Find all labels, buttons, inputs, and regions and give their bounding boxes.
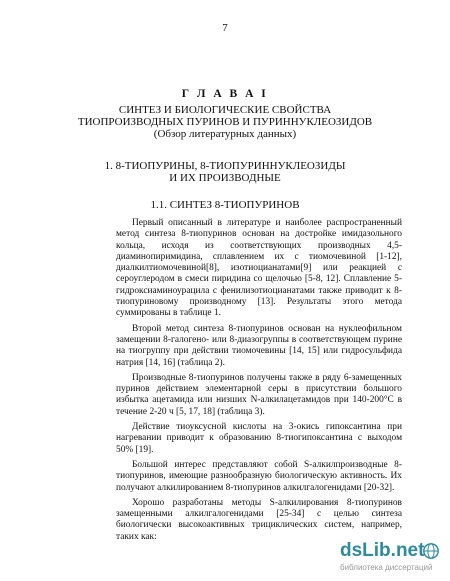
watermark-subtitle: библиотека диссертаций [340,563,433,572]
body-text [116,218,402,547]
paragraph-6: Хорошо разработаны методы S-алкилирования 8-тиопуринов замещенными алкилгалогенидами [25-34] с целью синтеза биологически высокоактивных трициклических систем, например, таких как: [116,497,402,542]
chapter-title-note: (Обзор литературных данных) [153,128,297,140]
paragraph-5: Большой интерес представляют собой S-алкилпроизводные 8-тиопуринов, имеющие разнообразную биологическую активность. Их получают алкилированием 8-тиопуринов алкилгалогенидами [20-32]. [116,459,402,493]
paragraph-3: Производные 8-тиопуринов получены также в ряду 6-замещенных пуринов действием элементарной серы в присутствии большого избытка ацетамида или низших N-алкилацетамидов при 140-200°С в течение 2-20 ч [5, 17, 18] (таблица 3). [116,372,402,417]
subsection-heading: 1.1. СИНТЕЗ 8-ТИОПУРИНОВ [150,199,300,211]
paragraph-1: Первый описанный в литературе и наиболее распространенный метод синтеза 8-тиопуринов основан на достройке имидазольного кольца, исходя из соответствующих производных 4,5-диаминопиримидина, сплавлением их с тиомочевиной [1-12], диалкилтиомочевиной[8], изотиоцианатами[9] или реакцией с сероуглеродом в смеси пиридина со щелочью [5-8, 12]. Сплавление 5-гидроксиаминоурацила с фенилизотиоцианатами также приводит к 8-тиопуриновому производному [13]. Результаты этого метода суммированы в таблице 1. [116,218,402,319]
paragraph-2: Второй метод синтеза 8-тиопуринов основан на нуклеофильном замещении 8-галогено- или 8-диазогруппы в соответствующем пурине на тиогруппу при действии тиомочевины [14, 15] или гидросульфида натрия [14, 16] (таблица 2). [116,323,402,368]
watermark-logo: dsLib.net [340,540,425,561]
globe-icon [422,542,440,560]
chapter-heading: Г Л А В А I [181,88,269,100]
chapter-title-line-1: СИНТЕЗ И БИОЛОГИЧЕСКИЕ СВОЙСТВА [118,104,332,116]
watermark [340,540,446,578]
chapter-title-line-2: ТИОПРОИЗВОДНЫХ ПУРИНОВ И ПУРИННУКЛЕОЗИДОВ [77,116,373,128]
section-heading-line-1: 1. 8-ТИОПУРИНЫ, 8-ТИОПУРИННУКЛЕОЗИДЫ [104,160,346,172]
paragraph-4: Действие тиоуксусной кислоты на 3-окись гипоксантина при нагревании приводит к образованию 8-тиогипоксантина с выходом 50% [19]. [116,422,402,455]
section-heading-line-2: И ИХ ПРОИЗВОДНЫЕ [169,172,281,184]
page-number: 7 [222,22,228,34]
